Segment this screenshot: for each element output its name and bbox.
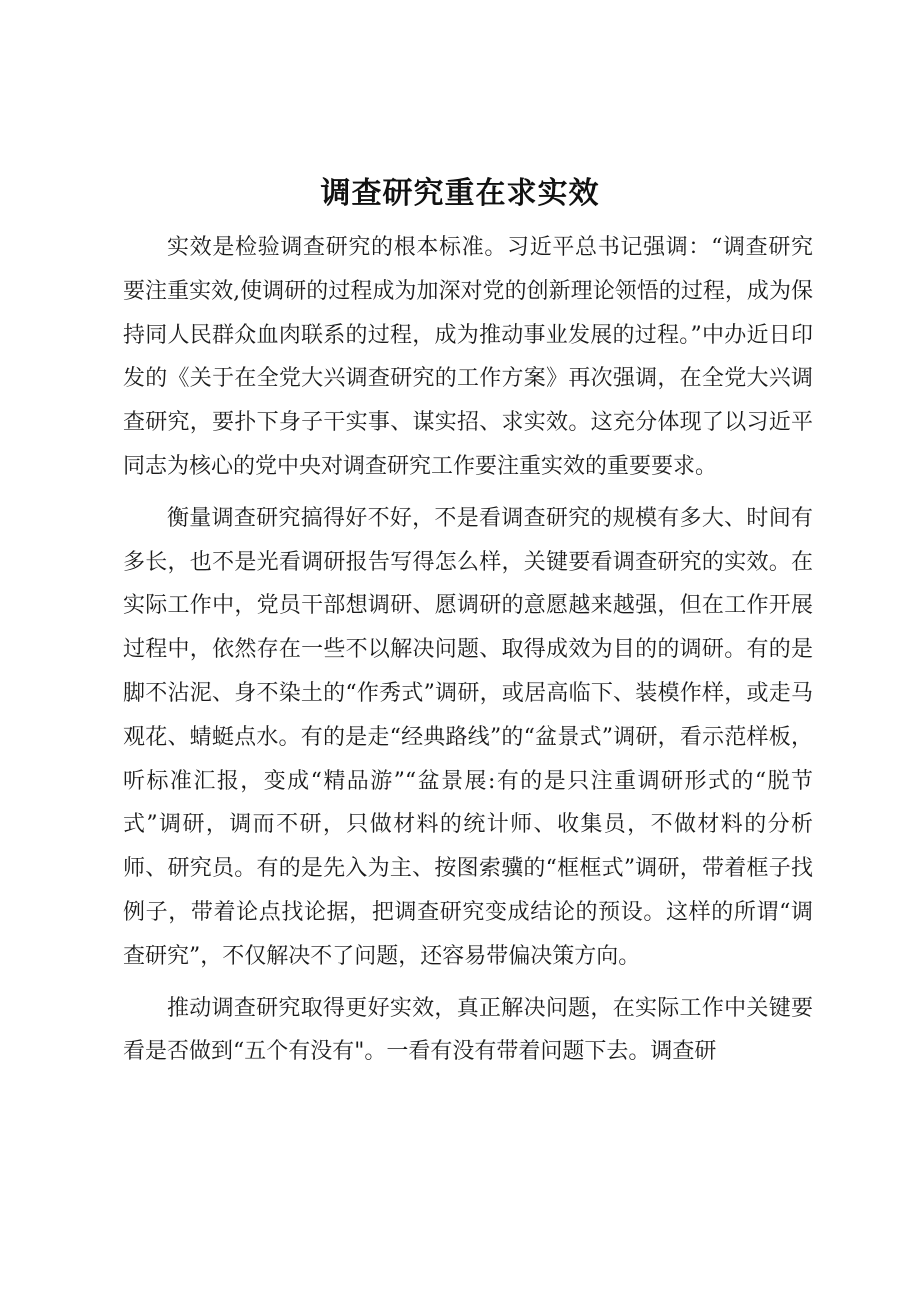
paragraph-3: 推动调查研究取得更好实效，真正解决问题，在实际工作中关键要看是否做到“五个有没有"。一看有没有带着问题下去。调查研 bbox=[123, 995, 813, 1065]
paragraph-1: 实效是检验调查研究的根本标准。习近平总书记强调：“调查研究要注重实效,使调研的过程成为加深对党的创新理论领悟的过程，成为保持同人民群众血肉联系的过程，成为推动事业发展的过程。”中办近日印发的《关于在全党大兴调查研究的工作方案》再次强调，在全党大兴调查研究，要扑下身子干实事、谋实招、求实效。这充分体现了以习近平同志为核心的党中央对调查研究工作要注重实效的重要要求。 bbox=[123, 235, 813, 479]
document-body bbox=[123, 226, 813, 1074]
paragraph-2: 衡量调查研究搞得好不好，不是看调查研究的规模有多大、时间有多长，也不是光看调研报告写得怎么样，关键要看调查研究的实效。在实际工作中，党员干部想调研、愿调研的意愿越来越强，但在工作开展过程中，依然存在一些不以解决问题、取得成效为目的的调研。有的是脚不沾泥、身不染土的“作秀式”调研，或居高临下、装模作样，或走马观花、蜻蜓点水。有的是走“经典路线”的“盆景式”调研，看示范样板，听标准汇报，变成“精品游”“盆景展:有的是只注重调研形式的“脱节式”调研，调而不研，只做材料的统计师、收集员，不做材料的分析师、研究员。有的是先入为主、按图索骥的“框框式”调研，带着框子找例子，带着论点找论据，把调查研究变成结论的预设。这样的所谓“调查研究”，不仅解决不了问题，还容易带偏决策方向。 bbox=[123, 505, 813, 969]
page-title: 调查研究重在求实效 bbox=[320, 176, 600, 211]
